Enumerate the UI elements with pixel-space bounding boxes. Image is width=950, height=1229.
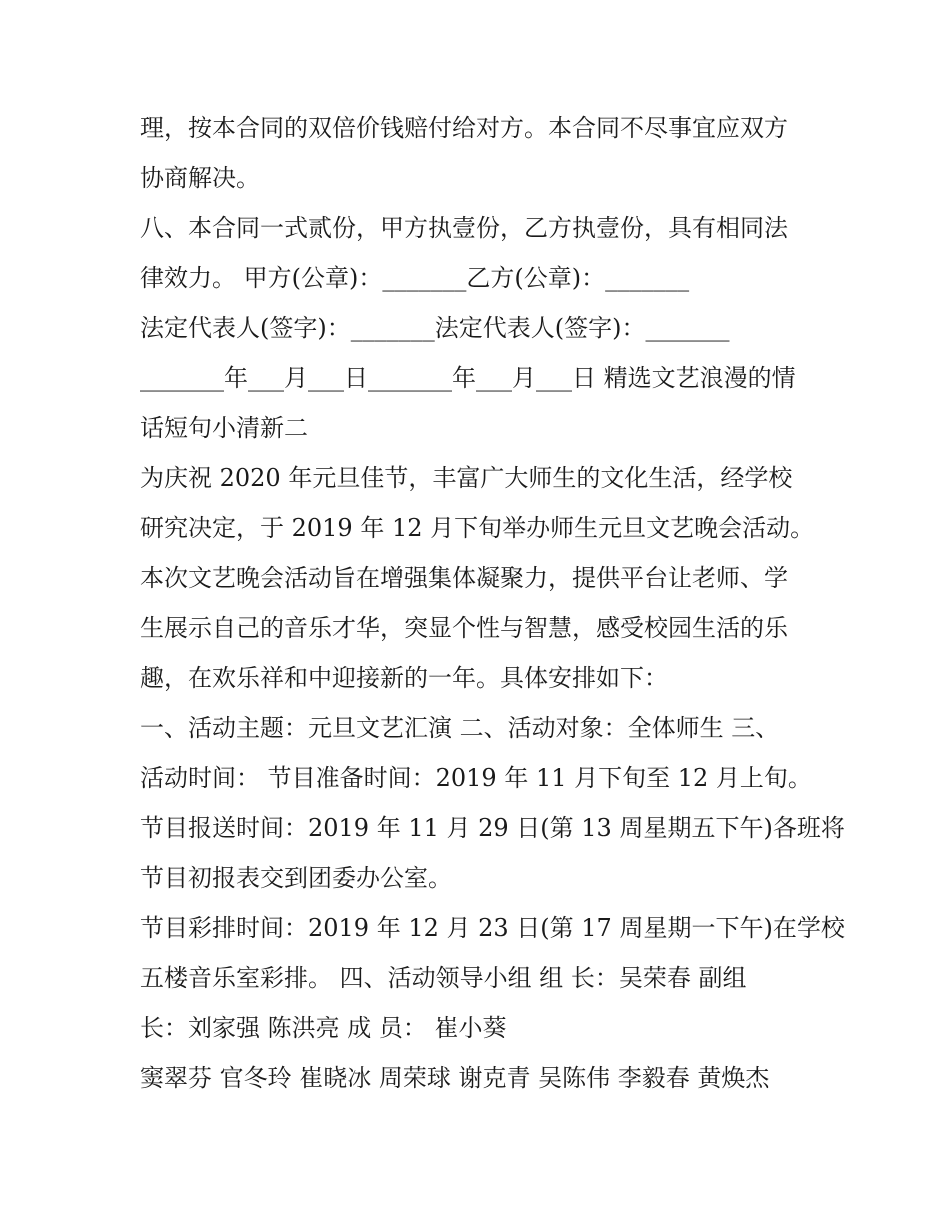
text-line: 理，按本合同的双倍价钱赔付给对方。本合同不尽事宜应双方 (140, 114, 788, 142)
text-line: 为庆祝 2020 年元旦佳节，丰富广大师生的文化生活，经学校 (140, 464, 793, 492)
text-line: 一、活动主题：元旦文艺汇演 二、活动对象：全体师生 三、 (140, 714, 780, 742)
text-line: 趣，在欢乐祥和中迎接新的一年。具体安排如下： (140, 664, 668, 692)
text-line: 本次文艺晚会活动旨在增强集体凝聚力，提供平台让老师、学 (140, 564, 788, 592)
text-line: _______年___月___日_______年___月___日 精选文艺浪漫的情 (140, 364, 796, 392)
text-line: 律效力。 甲方(公章)：_______乙方(公章)：_______ (140, 264, 690, 292)
document-body (140, 103, 845, 1103)
text-line: 节目报送时间：2019 年 11 月 29 日(第 13 周星期五下午)各班将 (140, 814, 845, 842)
text-line: 窦翠芬 官冬玲 崔晓冰 周荣球 谢克青 吴陈伟 李毅春 黄焕杰 (140, 1064, 770, 1092)
text-line: 节目初报表交到团委办公室。 (140, 864, 452, 892)
text-line: 八、本合同一式贰份，甲方执壹份，乙方执壹份，具有相同法 (140, 214, 788, 242)
text-line: 长：刘家强 陈洪亮 成 员： 崔小葵 (140, 1014, 507, 1042)
text-line: 协商解决。 (140, 164, 260, 192)
text-line: 研究决定，于 2019 年 12 月下旬举办师生元旦文艺晚会活动。 (140, 514, 815, 542)
text-line: 生展示自己的音乐才华，突显个性与智慧，感受校园生活的乐 (140, 614, 788, 642)
text-line: 五楼音乐室彩排。 四、活动领导小组 组 长：吴荣春 副组 (140, 964, 747, 992)
text-line: 节目彩排时间：2019 年 12 月 23 日(第 17 周星期一下午)在学校 (140, 914, 845, 942)
text-line: 话短句小清新二 (140, 414, 308, 442)
text-line: 活动时间： 节目准备时间：2019 年 11 月下旬至 12 月上旬。 (140, 764, 812, 792)
text-line: 法定代表人(签字)：_______法定代表人(签字)：_______ (140, 314, 730, 342)
